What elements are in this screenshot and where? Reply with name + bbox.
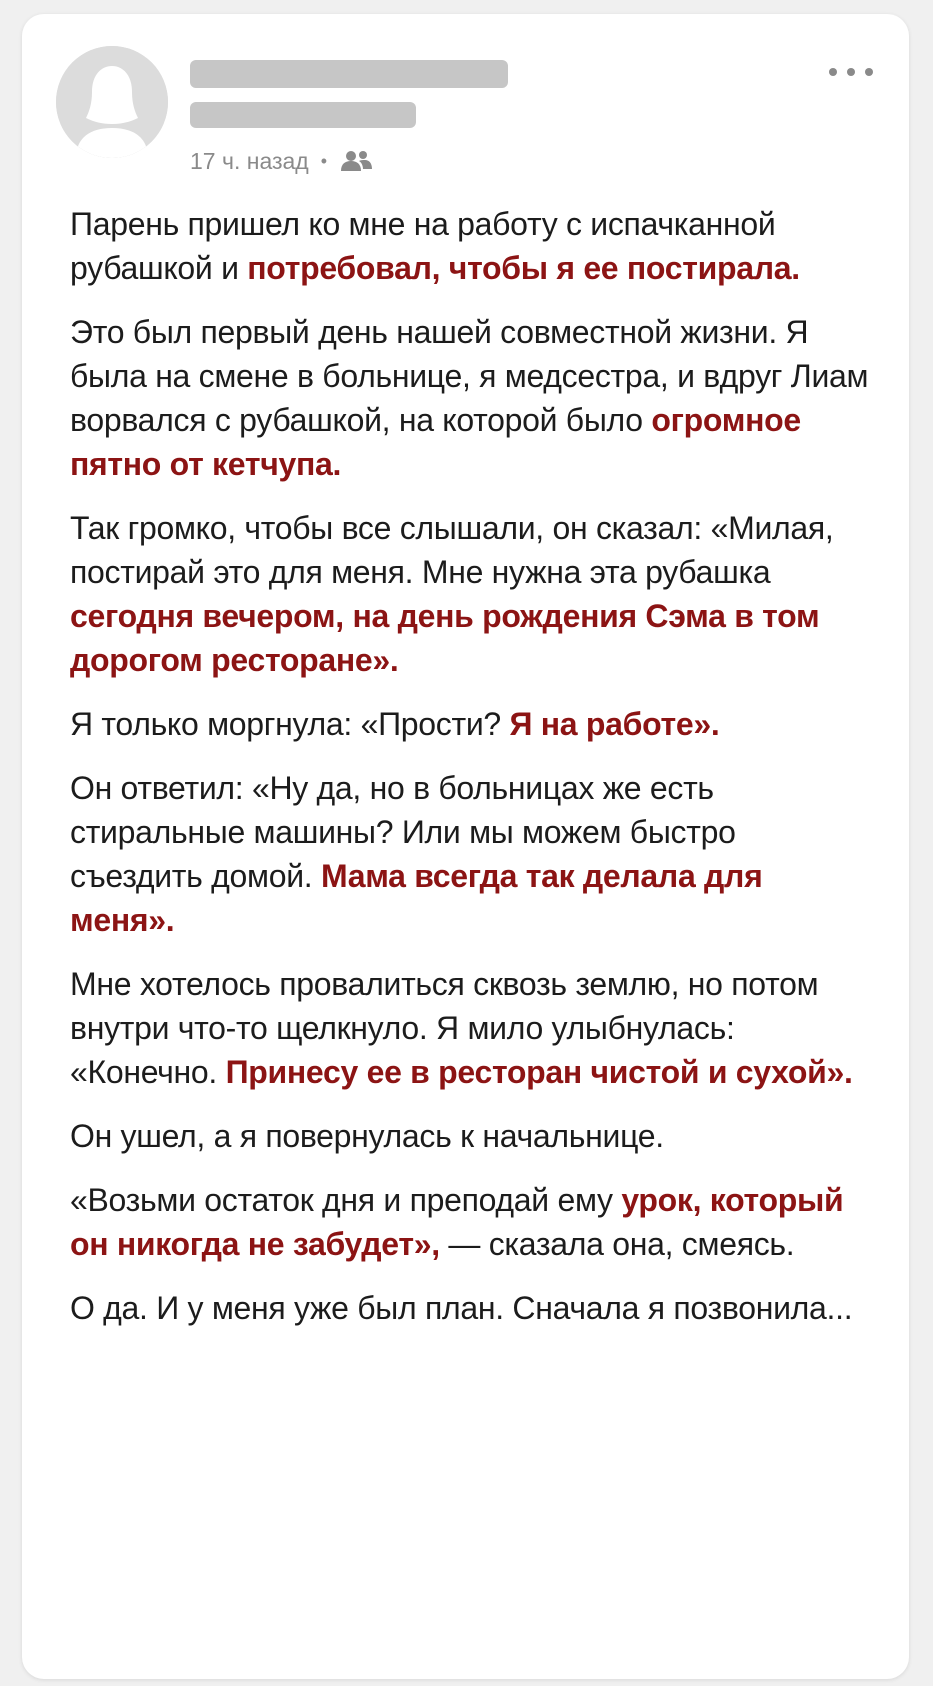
paragraph-highlight: огромное пятно от кетчупа. — [70, 402, 801, 482]
post-paragraph — [70, 1178, 870, 1266]
post-paragraph — [70, 202, 870, 290]
author-name-redacted[interactable] — [190, 60, 508, 88]
meta-separator: • — [320, 150, 328, 171]
paragraph-text: О да. И у меня уже был план. Сначала я позвонила... — [70, 1290, 853, 1326]
paragraph-text: Это был первый день нашей совместной жизни. Я была на смене в больнице, я медсестра, и вдруг Лиам ворвался с рубашкой, на которой было — [70, 314, 869, 438]
paragraph-text: Так громко, чтобы все слышали, он сказал: «Милая, постирай это для меня. Мне нужна эта рубашка — [70, 510, 834, 590]
paragraph-highlight: сегодня вечером, на день рождения Сэма в том дорогом ресторане». — [70, 598, 820, 678]
paragraph-text: «Возьми остаток дня и преподай ему — [70, 1182, 622, 1218]
post-paragraph — [70, 1286, 870, 1330]
paragraph-text: Он ответил: «Ну да, но в больницах же есть стиральные машины? Или мы можем быстро съездить домой. — [70, 770, 736, 894]
post-paragraph — [70, 702, 870, 746]
paragraph-text: Он ушел, а я повернулась к начальнице. — [70, 1118, 664, 1154]
paragraph-highlight: урок, который он никогда не забудет», — [70, 1182, 844, 1262]
post-paragraph — [70, 310, 870, 486]
more-options-button[interactable] — [829, 62, 873, 82]
author-subtitle-redacted — [190, 102, 416, 128]
paragraph-highlight: Я на работе». — [509, 706, 720, 742]
more-dot — [865, 68, 873, 76]
post-paragraph — [70, 766, 870, 942]
paragraph-text: Парень пришел ко мне на работу с испачканной рубашкой и — [70, 206, 776, 286]
post-paragraph — [70, 506, 870, 682]
more-dot — [829, 68, 837, 76]
post-meta — [190, 146, 373, 176]
post-paragraph — [70, 1114, 870, 1158]
more-dot — [847, 68, 855, 76]
paragraph-highlight: Мама всегда так делала для меня». — [70, 858, 763, 938]
post-timestamp[interactable]: 17 ч. назад — [190, 147, 309, 174]
paragraph-text: — сказала она, смеясь. — [439, 1226, 795, 1262]
post-text — [70, 202, 870, 1350]
post-card — [22, 14, 909, 1679]
paragraph-text: Я только моргнула: «Прости? — [70, 706, 510, 742]
avatar[interactable] — [56, 46, 168, 158]
paragraph-highlight: потребовал, чтобы я ее постирала. — [247, 250, 800, 286]
friends-group-icon — [339, 149, 373, 173]
paragraph-text: Мне хотелось провалиться сквозь землю, но потом внутри что-то щелкнуло. Я мило улыбнулась: «Конечно. — [70, 966, 819, 1090]
user-silhouette-icon — [56, 46, 168, 158]
paragraph-highlight: Принесу ее в ресторан чистой и сухой». — [225, 1054, 853, 1090]
post-paragraph — [70, 962, 870, 1094]
